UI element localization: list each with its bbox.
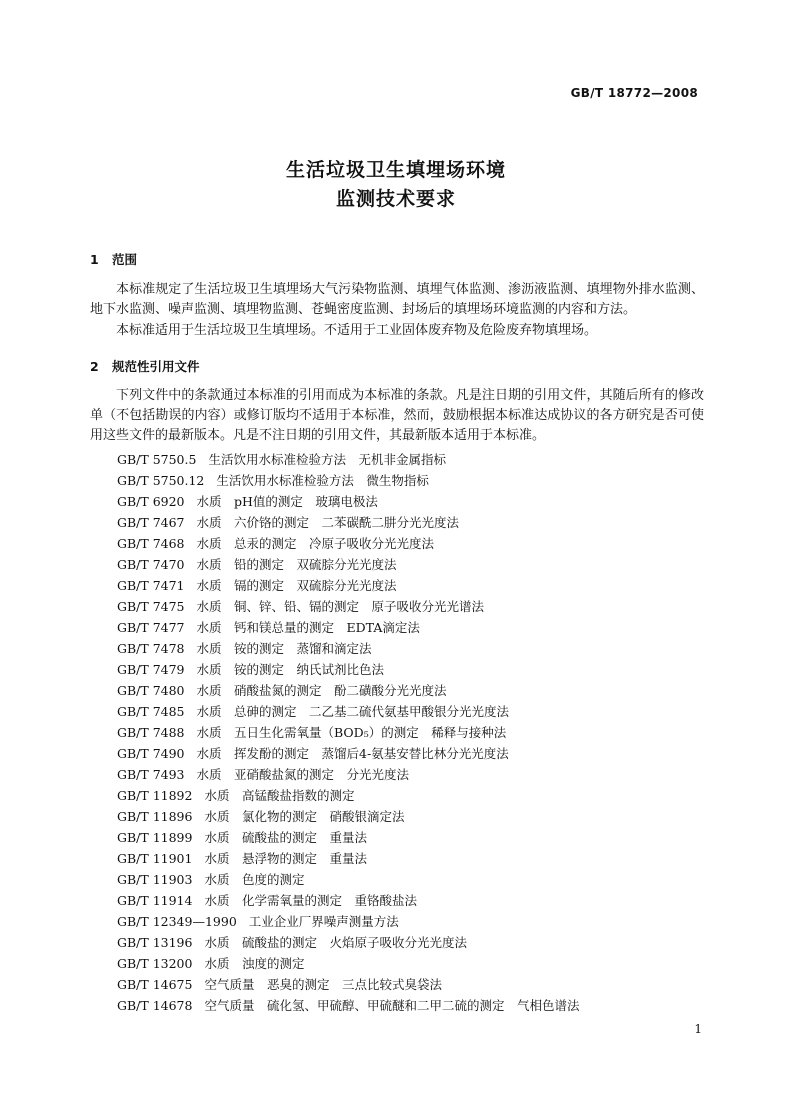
reference-title: 水质 硝酸盐氮的测定 酚二磺酸分光光度法 (196, 683, 447, 698)
document-title-line1: 生活垃圾卫生填埋场环境 (285, 159, 506, 181)
reference-item (117, 890, 579, 911)
reference-title: 水质 氯化物的测定 硝酸银滴定法 (204, 809, 405, 824)
reference-code: GB/T 7488 (117, 725, 185, 740)
reference-code: GB/T 13196 (117, 935, 193, 950)
reference-item (117, 512, 579, 533)
reference-code: GB/T 14678 (117, 998, 193, 1013)
reference-code: GB/T 11914 (117, 893, 193, 908)
section-2-intro: 下列文件中的条款通过本标准的引用而成为本标准的条款。凡是注日期的引用文件，其随后所有的修改单（不包括勘误的内容）或修订版均不适用于本标准，然而，鼓励根据本标准达成协议的各方研究是否可使用这些文件的最新版本。凡是不注日期的引用文件，其最新版本适用于本标准。 (90, 388, 704, 443)
reference-item (117, 491, 579, 512)
reference-item (117, 449, 579, 470)
reference-item (117, 995, 579, 1016)
section-2-number: 2 (90, 359, 99, 374)
reference-title: 水质 高锰酸盐指数的测定 (204, 788, 355, 803)
reference-title: 水质 镉的测定 双硫腙分光光度法 (196, 578, 397, 593)
standard-code: GB/T 18772—2008 (570, 86, 698, 100)
section-1-paragraph-1: 本标准规定了生活垃圾卫生填埋场大气污染物监测、填埋气体监测、渗沥液监测、填埋物外排水监测、地下水监测、噪声监测、填埋物监测、苍蝇密度监测、封场后的填埋场环境监测的内容和方法。 (90, 282, 704, 317)
reference-code: GB/T 7477 (117, 620, 185, 635)
reference-item (117, 470, 579, 491)
section-2-heading (90, 357, 200, 375)
reference-title: 空气质量 硫化氢、甲硫醇、甲硫醚和二甲二硫的测定 气相色谱法 (204, 998, 580, 1013)
reference-code: GB/T 14675 (117, 977, 193, 992)
reference-item (117, 533, 579, 554)
reference-title: 水质 总汞的测定 冷原子吸收分光光度法 (196, 536, 435, 551)
reference-title: 水质 挥发酚的测定 蒸馏后4-氨基安替比林分光光度法 (196, 746, 509, 761)
reference-title: 水质 浊度的测定 (204, 956, 305, 971)
reference-code: GB/T 7485 (117, 704, 185, 719)
reference-item (117, 575, 579, 596)
reference-item (117, 869, 579, 890)
reference-code: GB/T 11901 (117, 851, 193, 866)
reference-title: 水质 硫酸盐的测定 重量法 (204, 830, 367, 845)
reference-item (117, 974, 579, 995)
section-1-number: 1 (90, 252, 99, 267)
reference-title: 水质 化学需氧量的测定 重铬酸盐法 (204, 893, 417, 908)
section-1-paragraph-2: 本标准适用于生活垃圾卫生填埋场。不适用于工业固体废弃物及危险废弃物填埋场。 (116, 323, 598, 338)
section-1-heading (90, 250, 137, 268)
reference-title: 生活饮用水标准检验方法 微生物指标 (216, 473, 429, 488)
reference-title: 生活饮用水标准检验方法 无机非金属指标 (208, 452, 446, 467)
reference-code: GB/T 13200 (117, 956, 193, 971)
reference-item (117, 638, 579, 659)
reference-item (117, 554, 579, 575)
reference-item (117, 848, 579, 869)
reference-code: GB/T 11892 (117, 788, 193, 803)
reference-code: GB/T 7490 (117, 746, 185, 761)
reference-title: 水质 钙和镁总量的测定 EDTA滴定法 (196, 620, 420, 635)
reference-title: 水质 铵的测定 纳氏试剂比色法 (196, 662, 385, 677)
reference-code: GB/T 11903 (117, 872, 193, 887)
reference-code: GB/T 7468 (117, 536, 185, 551)
reference-code: GB/T 12349—1990 (117, 914, 237, 929)
reference-title: 工业企业厂界噪声测量方法 (248, 914, 399, 929)
reference-title: 水质 硫酸盐的测定 火焰原子吸收分光光度法 (204, 935, 467, 950)
reference-item (117, 596, 579, 617)
section-2-title: 规范性引用文件 (112, 359, 200, 374)
reference-code: GB/T 7467 (117, 515, 185, 530)
reference-title: 水质 六价铬的测定 二苯碳酰二肼分光光度法 (196, 515, 460, 530)
reference-title: 水质 悬浮物的测定 重量法 (204, 851, 367, 866)
reference-title: 水质 亚硝酸盐氮的测定 分光光度法 (196, 767, 410, 782)
reference-code: GB/T 7480 (117, 683, 185, 698)
reference-code: GB/T 7475 (117, 599, 185, 614)
reference-item (117, 911, 579, 932)
reference-title: 水质 铅的测定 双硫腙分光光度法 (196, 557, 397, 572)
reference-code: GB/T 5750.12 (117, 473, 205, 488)
reference-title: 空气质量 恶臭的测定 三点比较式臭袋法 (204, 977, 442, 992)
reference-title: 水质 五日生化需氧量（BOD₅）的测定 稀释与接种法 (196, 725, 507, 740)
reference-title: 水质 pH值的测定 玻璃电极法 (196, 494, 378, 509)
section-1-title: 范围 (112, 252, 138, 267)
reference-code: GB/T 11896 (117, 809, 193, 824)
reference-title: 水质 铵的测定 蒸馏和滴定法 (196, 641, 372, 656)
reference-item (117, 785, 579, 806)
reference-code: GB/T 11899 (117, 830, 193, 845)
reference-item (117, 722, 579, 743)
page-number: 1 (694, 1022, 702, 1036)
document-title-line2: 监测技术要求 (335, 188, 456, 210)
reference-list (117, 449, 579, 1016)
reference-item (117, 680, 579, 701)
reference-item (117, 827, 579, 848)
reference-item (117, 953, 579, 974)
reference-code: GB/T 7470 (117, 557, 185, 572)
reference-title: 水质 色度的测定 (204, 872, 305, 887)
reference-item (117, 617, 579, 638)
reference-item (117, 701, 579, 722)
reference-code: GB/T 7493 (117, 767, 185, 782)
reference-code: GB/T 7479 (117, 662, 185, 677)
reference-code: GB/T 7471 (117, 578, 185, 593)
reference-code: GB/T 7478 (117, 641, 185, 656)
reference-item (117, 932, 579, 953)
reference-item (117, 764, 579, 785)
reference-title: 水质 铜、锌、铅、镉的测定 原子吸收分光光谱法 (196, 599, 485, 614)
reference-code: GB/T 6920 (117, 494, 185, 509)
reference-item (117, 659, 579, 680)
reference-item (117, 743, 579, 764)
reference-item (117, 806, 579, 827)
reference-title: 水质 总砷的测定 二乙基二硫代氨基甲酸银分光光度法 (196, 704, 510, 719)
reference-code: GB/T 5750.5 (117, 452, 197, 467)
